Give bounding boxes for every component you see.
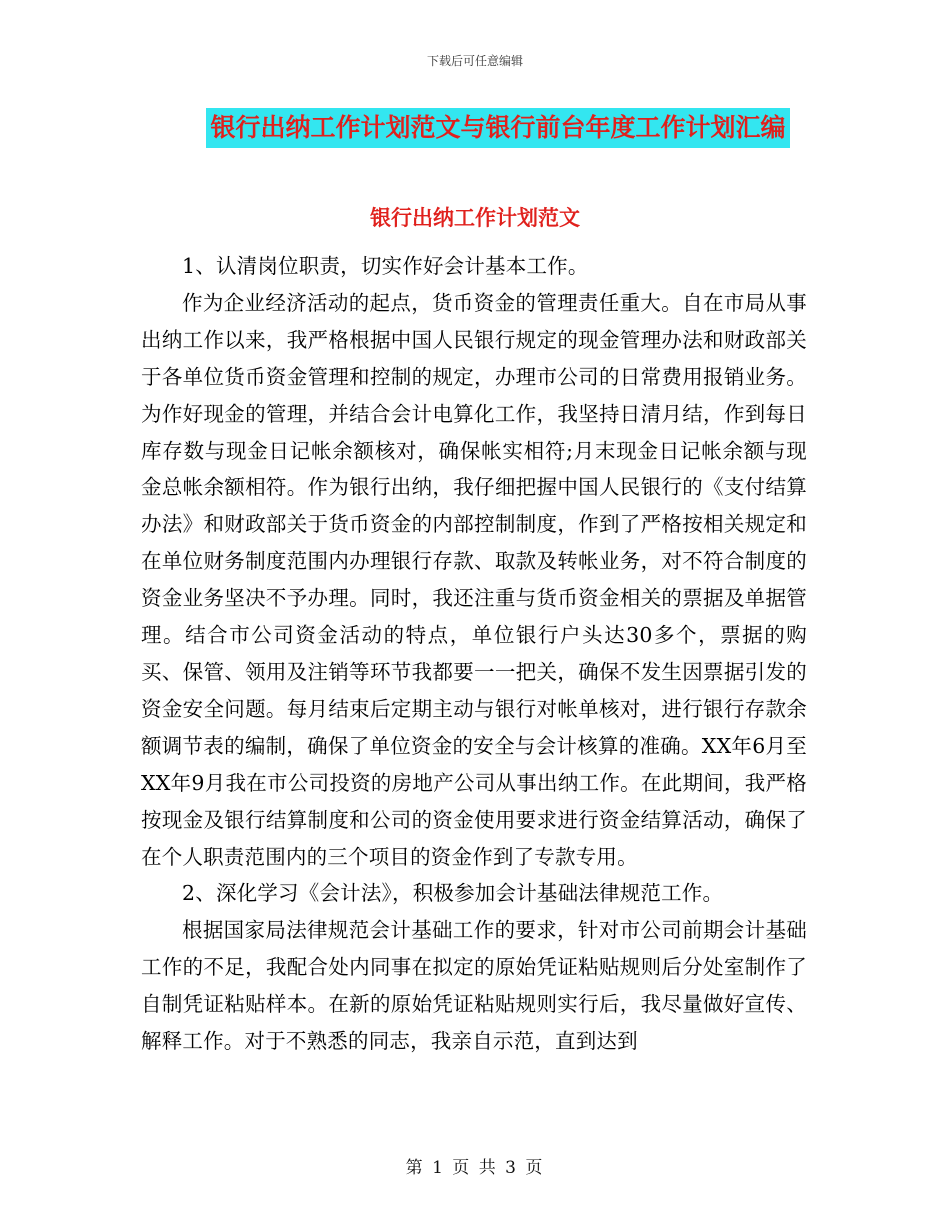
section-title: 银行出纳工作计划范文: [370, 206, 580, 230]
paragraph-heading-2: 2、深化学习《会计法》，积极参加会计基础法律规范工作。: [182, 881, 724, 906]
document-body: [141, 248, 807, 1060]
paragraph: 根据国家局法律规范会计基础工作的要求，针对市公司前期会计基础工作的不足，我配合处内同事在拟定的原始凭证粘贴规则后分处室制作了自制凭证粘贴样本。在新的原始凭证粘贴规则实行后，我尽量做好宣传、解释工作。对于不熟悉的同志，我亲自示范，直到达到: [141, 918, 807, 1054]
document-title-container: [0, 108, 950, 148]
paragraph-heading-1: 1、认清岗位职责，切实作好会计基本工作。: [182, 254, 589, 278]
page-footer: 第 1 页 共 3 页: [405, 1158, 545, 1178]
paragraph: 作为企业经济活动的起点，货币资金的管理责任重大。自在市局从事出纳工作以来，我严格根据中国人民银行规定的现金管理办法和财政部关于各单位货币资金管理和控制的规定，办理市公司的日常费用报销业务。为作好现金的管理，并结合会计电算化工作，我坚持日清月结，作到每日库存数与现金日记帐余额核对，确保帐实相符;月末现金日记帐余额与现金总帐余额相符。作为银行出纳，我仔细把握中国人民银行的《支付结算办法》和财政部关于货币资金的内部控制制度，作到了严格按相关规定和在单位财务制度范围内办理银行存款、取款及转帐业务，对不符合制度的资金业务坚决不予办理。同时，我还注重与货币资金相关的票据及单据管理。结合市公司资金活动的特点，单位银行户头达30多个，票据的购买、保管、领用及注销等环节我都要一一把关，确保不发生因票据引发的资金安全问题。每月结束后定期主动与银行对帐单核对，进行银行存款余额调节表的编制，确保了单位资金的安全与会计核算的准确。XX年6月至XX年9月我在市公司投资的房地产公司从事出纳工作。在此期间，我严格按现金及银行结算制度和公司的资金使用要求进行资金结算活动，确保了在个人职责范围内的三个项目的资金作到了专款专用。: [141, 290, 807, 869]
header-note: 下载后可任意编辑: [426, 54, 523, 68]
document-title: 银行出纳工作计划范文与银行前台年度工作计划汇编: [206, 108, 789, 148]
